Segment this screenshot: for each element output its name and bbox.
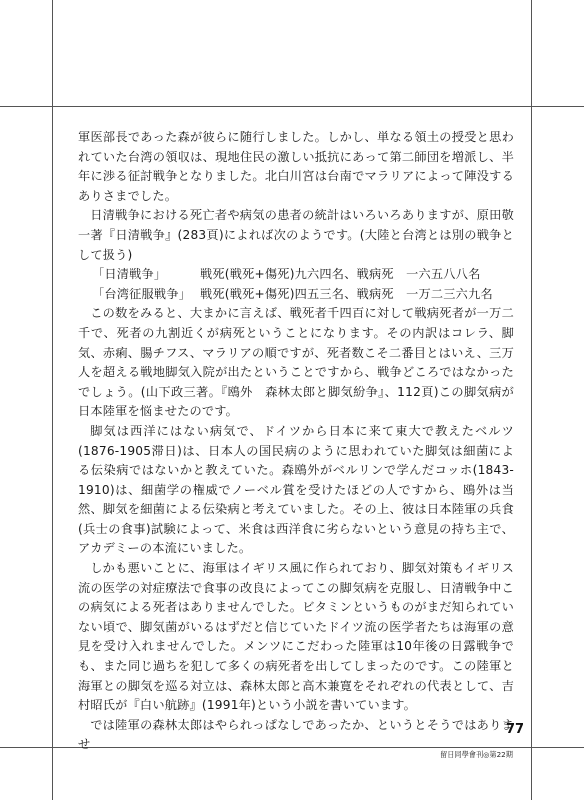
crop-mark-right (531, 0, 532, 800)
article-body (78, 128, 514, 755)
separator-icon: ◎ (483, 750, 490, 759)
casualty-figures: 戦死(戦死+傷死)九六四名、戦病死 一六五八八名 (200, 267, 481, 282)
footer (440, 750, 513, 760)
page-number: 77 (506, 722, 525, 737)
war-name: 「台湾征服戦争」 (92, 286, 192, 301)
paragraph: しかも悪いことに、海軍はイギリス風に作られており、脚気対策もイギリス流の医学の対症療法で食事の改良によってこの脚気病を克服し、日清戦争中この病気による死者はありませんでした。ビタミンというものがまだ知られていない頃で、脚気菌がいるはずだと信じていたドイツ流の医学者たちは海軍の意見を受け入れませんでした。メンツにこだわった陸軍は10年後の日露戦争でも、また同じ過ちを犯して多くの病死者を出してしまったのです。この陸軍と海軍との脚気を巡る対立は、森林太郎と高木兼寛をそれぞれの代表として、吉村昭氏が『白い航跡』(1991年)という小説を書いています。 (78, 561, 514, 713)
paragraph: この数をみると、大まかに言えば、戦死者千四百に対して戦病死者が一万二千で、死者の九割近くが病死ということになります。その内訳はコレラ、脚気、赤痢、腸チフス、マラリアの順ですが、死者数こそ二番目とはいえ、三万人を超える戦地脚気入院が出たということですから、戦争どころではなかったでしょう。(山下政三著。『鴎外 森林太郎と脚気紛争』、112頁)この脚気病が日本陸軍を悩ませたのです。 (78, 306, 514, 419)
statistic-line (78, 265, 514, 285)
crop-mark-left (52, 0, 53, 800)
publication-title: 留日同學會刊 (440, 750, 484, 759)
casualty-figures: 戦死(戦死+傷死)四五三名、戦病死 一万二三六九名 (200, 286, 493, 301)
war-name: 「日清戦争」 (92, 267, 167, 282)
paragraph: 日清戦争における死亡者や病気の患者の統計はいろいろありますが、原田敬一著『日清戦争』(283頁)によれば次のようです。(大陸と台湾とは別の戦争として扱う) (78, 208, 514, 262)
paragraph: 軍医部長であった森が彼らに随行しました。しかし、単なる領土の授受と思われていた台湾の領収は、現地住民の激しい抵抗にあって第二師団を増派し、半年に渉る征討戦争となりました。北白川宮は台南でマラリアによって陣没するありさまでした。 (78, 130, 514, 203)
crop-mark-top (0, 106, 584, 107)
statistic-line (78, 285, 514, 305)
issue-number: 第22期 (489, 750, 513, 759)
paragraph: 脚気は西洋にはない病気で、ドイツから日本に来て東大で教えたベルツ(1876-1905滞日)は、日本人の国民病のように思われていた脚気は細菌による伝染病ではないかと教えていた。森鴎外がベルリンで学んだコッホ(1843-1910)は、細菌学の権威でノーベル賞を受けたほどの人ですから、鴎外は当然、脚気を細菌による伝染病と考えていました。その上、彼は日本陸軍の兵食(兵士の食事)試験によって、米食は西洋食に劣らないという意見の持ち主で、アカデミーの本流にいました。 (78, 423, 514, 556)
paragraph: では陸軍の森林太郎はやられっぱなしであったか、というとそうではありませ (78, 717, 514, 752)
